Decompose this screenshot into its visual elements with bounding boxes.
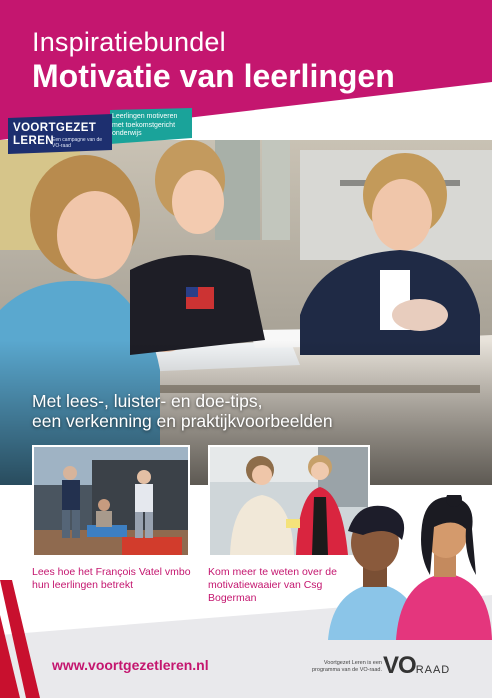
vo-raad-logo — [383, 652, 450, 680]
vatel-photo[interactable] — [32, 445, 190, 557]
cover-subheading — [32, 391, 333, 431]
vo-raad-logo-raad: RAAD — [415, 664, 451, 676]
cover-title: Motivatie van leerlingen — [32, 58, 395, 94]
logo-subline: Een campagne van de VO-raad — [52, 137, 103, 149]
vatel-caption-link[interactable]: Lees hoe het François Vatel vmbo hun leerlingen betrekt — [32, 566, 191, 591]
logo-word-voortgezet: VOORTGEZET — [13, 122, 97, 134]
subheading-line-2: een verkenning en praktijkvoorbeelden — [32, 411, 333, 431]
bogerman-caption-link[interactable]: Kom meer te weten over de motivatiewaaier van Csg Bogerman — [208, 566, 337, 604]
cover-subtitle: Inspiratiebundel — [32, 27, 226, 57]
vo-raad-logo-vo: VO — [383, 652, 416, 679]
classroom-photo — [0, 140, 492, 485]
campaign-tagline: Leerlingen motiveren met toekomstgericht onderwijs — [112, 113, 178, 137]
program-note: Voortgezet Leren is een programma van de VO-raad. — [312, 660, 383, 673]
website-link[interactable]: www.voortgezetleren.nl — [52, 657, 209, 673]
subheading-line-1: Met lees-, luister- en doe-tips, — [32, 391, 263, 411]
student-illustration — [318, 495, 492, 640]
logo-word-leren: LEREN — [13, 135, 54, 147]
